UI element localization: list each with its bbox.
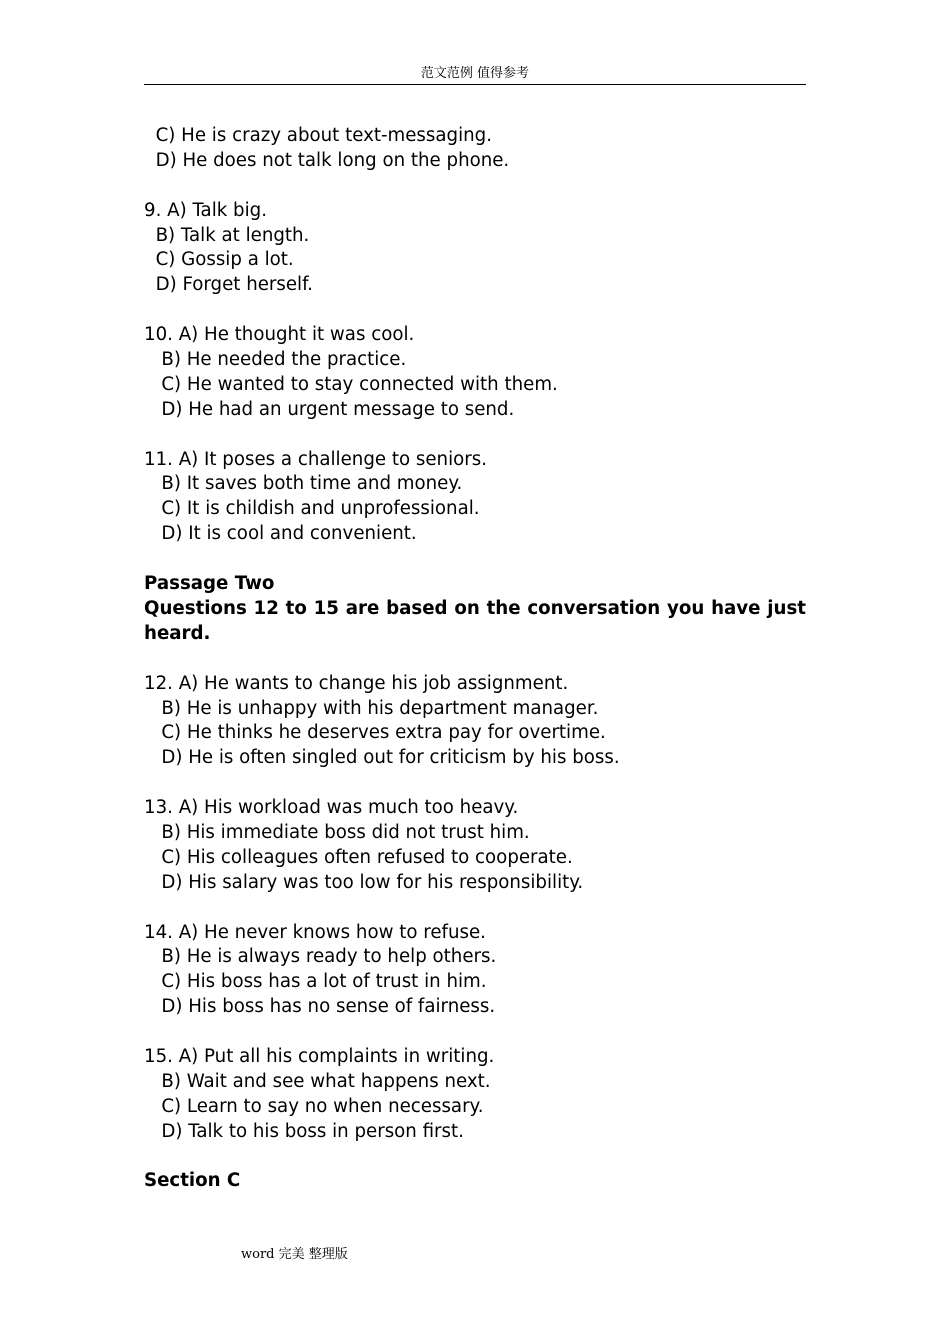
option-line: D) He had an urgent message to send. — [144, 398, 515, 420]
option-line: D) His salary was too low for his responsibility. — [144, 871, 584, 893]
question-10 — [144, 323, 806, 423]
option-line: C) It is childish and unprofessional. — [144, 498, 480, 520]
option-line: 9. A) Talk big. — [144, 199, 267, 221]
option-line: B) He is unhappy with his department manager. — [144, 697, 599, 719]
question-14 — [144, 921, 806, 1021]
option-line: D) It is cool and convenient. — [144, 523, 417, 545]
option-line: C) Learn to say no when necessary. — [144, 1095, 484, 1117]
option-line: 13. A) His workload was much too heavy. — [144, 797, 519, 819]
option-line: 11. A) It poses a challenge to seniors. — [144, 448, 487, 470]
section-c-title: Section C — [144, 1170, 241, 1192]
option-line: B) Wait and see what happens next. — [144, 1070, 491, 1092]
question-13 — [144, 796, 806, 896]
option-line: D) Talk to his boss in person first. — [144, 1120, 464, 1142]
question-11 — [144, 448, 806, 548]
option-line: D) He does not talk long on the phone. — [144, 149, 510, 171]
option-line: 12. A) He wants to change his job assignment. — [144, 672, 569, 694]
option-line: C) His colleagues often refused to cooperate. — [144, 846, 573, 868]
option-line: 14. A) He never knows how to refuse. — [144, 921, 486, 943]
option-line: C) He is crazy about text-messaging. — [144, 125, 492, 146]
option-line: B) He is always ready to help others. — [144, 946, 497, 968]
option-line: D) He is often singled out for criticism by his boss. — [144, 747, 620, 769]
option-line: C) Gossip a lot. — [144, 249, 294, 271]
document-body — [144, 124, 806, 1194]
page-header: 范文范例 值得参考 — [144, 66, 806, 85]
option-line: B) His immediate boss did not trust him. — [144, 821, 530, 843]
option-line: B) He needed the practice. — [144, 349, 407, 371]
option-line: 10. A) He thought it was cool. — [144, 324, 415, 346]
option-line: B) It saves both time and money. — [144, 473, 463, 495]
passage-two-title: Passage Two — [144, 573, 275, 595]
passage-two-instruction: Questions 12 to 15 are based on the conversation you have just heard. — [144, 597, 806, 644]
option-line: 15. A) Put all his complaints in writing. — [144, 1045, 495, 1067]
question-12 — [144, 672, 806, 772]
question-8-options — [144, 124, 806, 174]
option-line: C) He thinks he deserves extra pay for overtime. — [144, 722, 606, 744]
question-15 — [144, 1045, 806, 1145]
option-line: C) His boss has a lot of trust in him. — [144, 971, 487, 993]
question-9 — [144, 199, 806, 299]
page-footer: word 完美 整理版 — [241, 1247, 348, 1262]
option-line: C) He wanted to stay connected with them. — [144, 373, 558, 395]
option-line: B) Talk at length. — [144, 224, 310, 246]
option-line: D) His boss has no sense of fairness. — [144, 996, 496, 1018]
option-line: D) Forget herself. — [144, 274, 313, 296]
